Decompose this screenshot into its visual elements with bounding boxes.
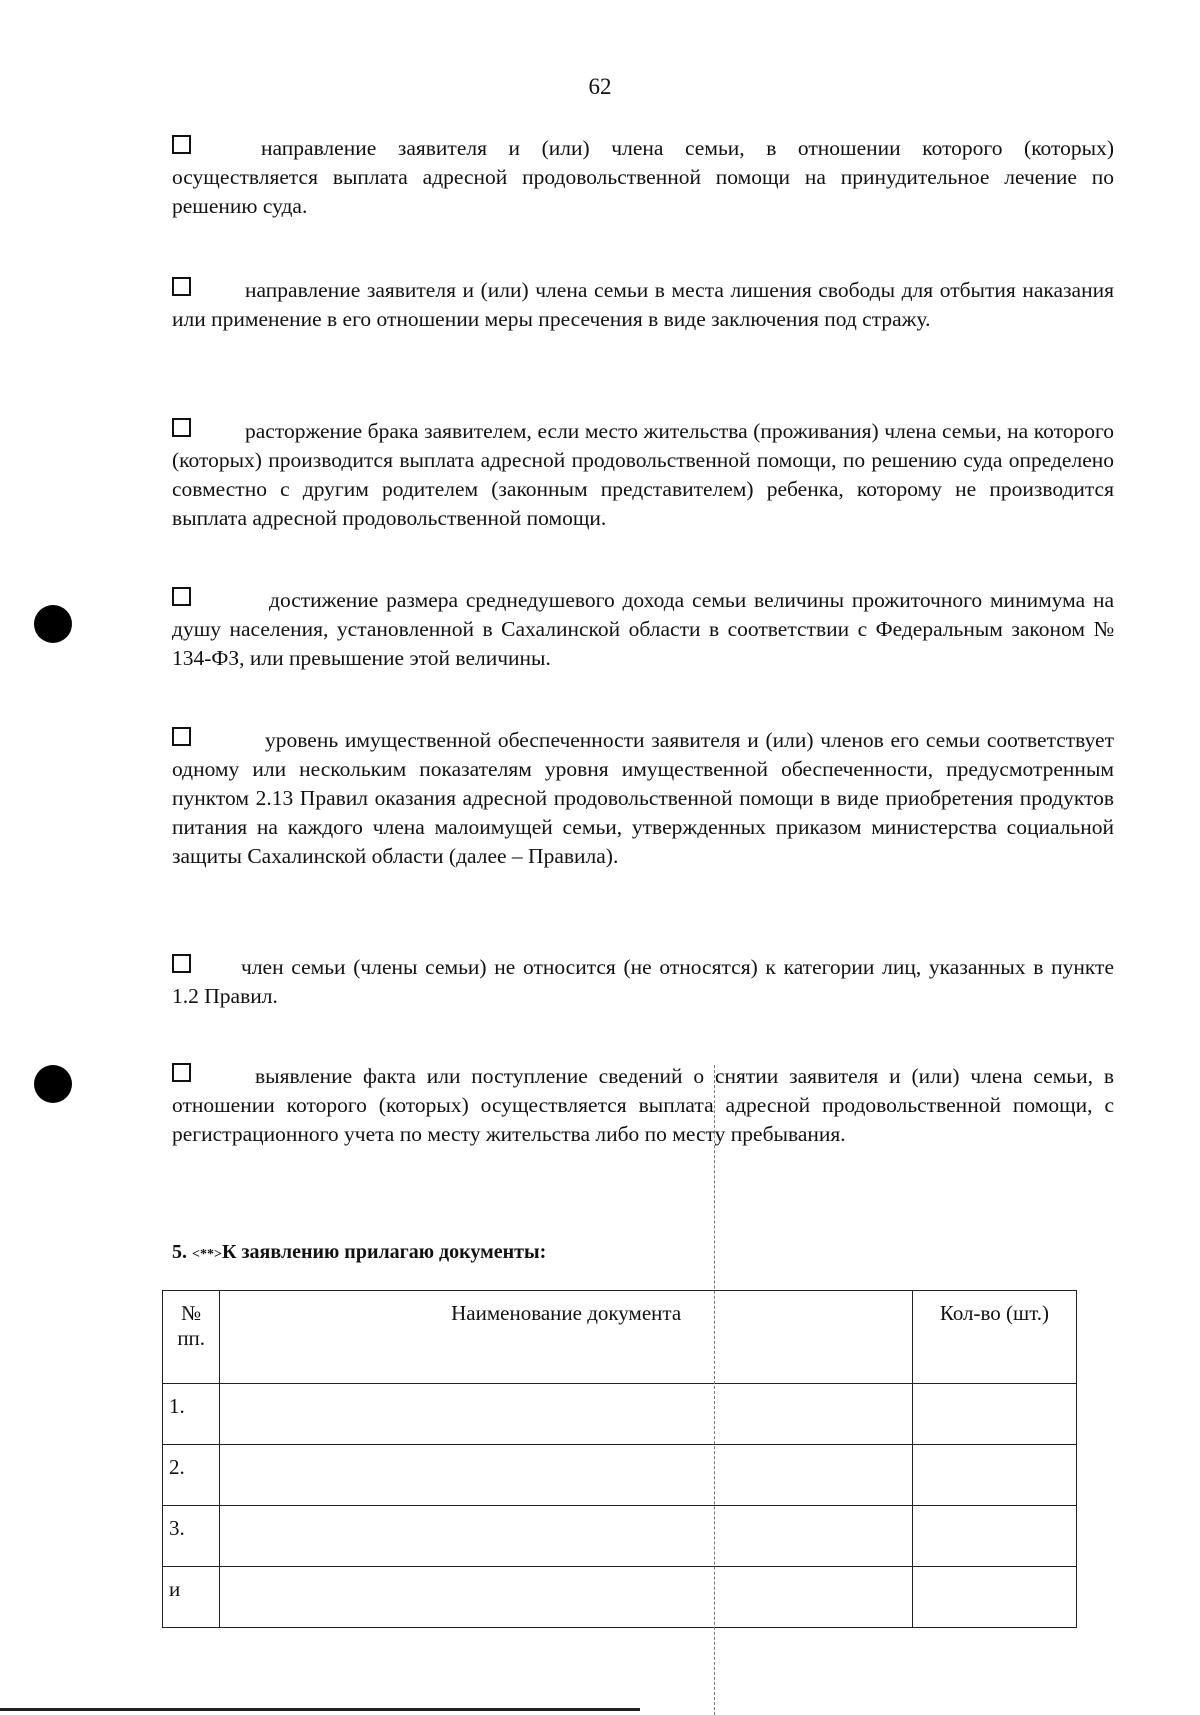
quantity-cell[interactable]	[912, 1567, 1076, 1628]
table-row	[163, 1567, 1077, 1628]
document-name-cell[interactable]	[220, 1445, 913, 1506]
checkbox[interactable]	[172, 1063, 191, 1082]
row-number: 2.	[163, 1445, 220, 1506]
header-number-line2: пп.	[177, 1326, 206, 1350]
checkbox[interactable]	[172, 418, 191, 437]
quantity-cell[interactable]	[912, 1445, 1076, 1506]
footnote-marker: <**>	[192, 1247, 222, 1262]
document-name-cell[interactable]	[220, 1384, 913, 1445]
section-5-heading	[172, 1241, 546, 1264]
fold-line	[714, 1065, 715, 1715]
table-row	[163, 1445, 1077, 1506]
section-number: 5.	[172, 1241, 187, 1263]
punch-hole-icon	[34, 1065, 72, 1103]
condition-text: направление заявителя и (или) члена семьи в места лишения свободы для отбытия наказания или применение в его отношении меры пресечения в виде заключения под стражу.	[172, 278, 1114, 331]
condition-item-imprisonment	[172, 276, 1114, 334]
section-title: К заявлению прилагаю документы:	[221, 1241, 547, 1263]
row-number: 3.	[163, 1506, 220, 1567]
quantity-cell[interactable]	[912, 1384, 1076, 1445]
document-name-cell[interactable]	[220, 1506, 913, 1567]
condition-item-income-threshold	[172, 586, 1114, 673]
condition-item-property-level	[172, 726, 1114, 871]
scan-edge-line	[0, 1708, 640, 1711]
header-document-name: Наименование документа	[220, 1291, 913, 1384]
table-row	[163, 1506, 1077, 1567]
condition-text: выявление факта или поступление сведений о снятии заявителя и (или) члена семьи, в отношении которого (которых) осуществляется выплата адресной продовольственной помощи, с регистрационного учета по месту жительства либо по месту пребывания.	[172, 1064, 1114, 1146]
condition-text: достижение размера среднедушевого дохода семьи величины прожиточного минимума на душу населения, установленной в Сахалинской области в соответствии с Федеральным законом № 134-ФЗ, или превышение этой величины.	[172, 588, 1114, 670]
condition-text: направление заявителя и (или) члена семьи, в отношении которого (которых) осуществляется выплата адресной продовольственной помощи на принудительное лечение по решению суда.	[172, 136, 1114, 218]
page-number: 62	[588, 74, 612, 99]
condition-item-deregistration	[172, 1062, 1114, 1149]
condition-item-category	[172, 953, 1114, 1011]
checkbox[interactable]	[172, 135, 191, 154]
header-number	[163, 1291, 220, 1384]
checkbox[interactable]	[172, 727, 191, 746]
condition-text: расторжение брака заявителем, если место жительства (проживания) члена семьи, на которого (которых) производится выплата адресной продовольственной помощи, по решению суда определено совместно с другим родителем (законным представителем) ребенка, которому не производится выплата адресной продовольственной помощи.	[172, 419, 1114, 530]
documents-table	[162, 1290, 1077, 1628]
document-name-cell[interactable]	[220, 1567, 913, 1628]
condition-text: член семьи (члены семьи) не относится (не относятся) к категории лиц, указанных в пункте 1.2 Правил.	[172, 955, 1114, 1008]
header-number-line1: №	[181, 1301, 202, 1325]
checkbox[interactable]	[172, 277, 191, 296]
condition-item-forced-treatment	[172, 134, 1114, 221]
header-quantity: Кол-во (шт.)	[912, 1291, 1076, 1384]
row-number: и	[163, 1567, 220, 1628]
punch-hole-icon	[34, 605, 72, 643]
row-number: 1.	[163, 1384, 220, 1445]
checkbox[interactable]	[172, 954, 191, 973]
checkbox[interactable]	[172, 587, 191, 606]
table-row	[163, 1384, 1077, 1445]
condition-item-divorce	[172, 417, 1114, 533]
quantity-cell[interactable]	[912, 1506, 1076, 1567]
table-header-row	[163, 1291, 1077, 1384]
condition-text: уровень имущественной обеспеченности заявителя и (или) членов его семьи соответствует одному или нескольким показателям уровня имущественной обеспеченности, предусмотренным пунктом 2.13 Правил оказания адресной продовольственной помощи в виде приобретения продуктов питания на каждого члена малоимущей семьи, утвержденных приказом министерства социальной защиты Сахалинской области (далее – Правила).	[172, 728, 1114, 868]
